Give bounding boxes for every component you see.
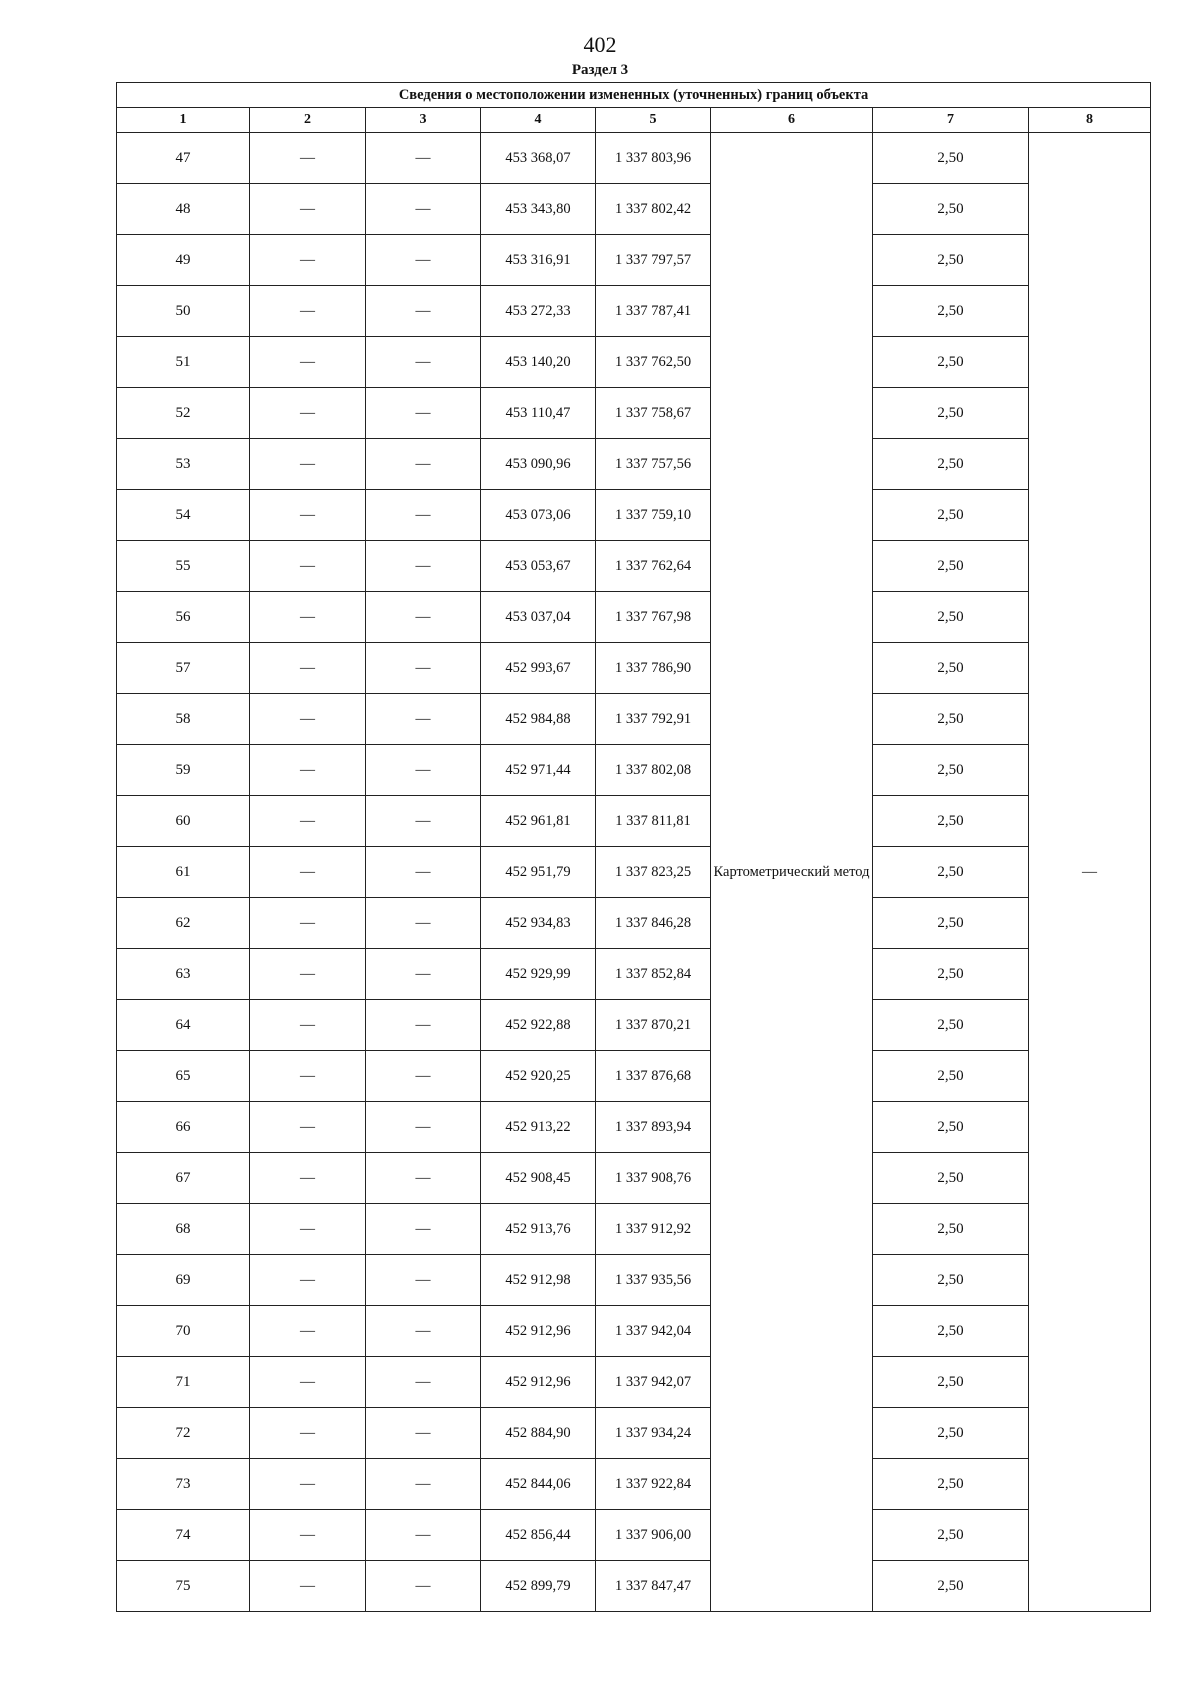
cell-col-3: — [366,1408,481,1459]
cell-coord-x: 452 984,88 [481,694,596,745]
cell-coord-x: 453 053,67 [481,541,596,592]
table-row [117,1000,1151,1051]
cell-accuracy: 2,50 [873,898,1029,949]
cell-coord-x: 452 912,96 [481,1306,596,1357]
cell-coord-x: 452 913,22 [481,1102,596,1153]
cell-accuracy: 2,50 [873,1510,1029,1561]
cell-accuracy: 2,50 [873,1204,1029,1255]
cell-coord-y: 1 337 757,56 [596,439,711,490]
table-row [117,1408,1151,1459]
cell-col-2: — [250,1204,366,1255]
cell-coord-y: 1 337 811,81 [596,796,711,847]
cell-col-3: — [366,1459,481,1510]
cell-accuracy: 2,50 [873,1000,1029,1051]
table-row [117,133,1151,184]
cell-accuracy: 2,50 [873,1102,1029,1153]
cell-coord-x: 452 993,67 [481,643,596,694]
cell-point-number: 64 [117,1000,250,1051]
table-row [117,337,1151,388]
cell-point-number: 54 [117,490,250,541]
cell-coord-x: 452 920,25 [481,1051,596,1102]
cell-point-number: 59 [117,745,250,796]
cell-coord-x: 453 110,47 [481,388,596,439]
cell-col-3: — [366,286,481,337]
cell-point-number: 51 [117,337,250,388]
cell-point-number: 52 [117,388,250,439]
cell-col-2: — [250,133,366,184]
cell-col-2: — [250,1306,366,1357]
table-row [117,1306,1151,1357]
cell-accuracy: 2,50 [873,133,1029,184]
table-row [117,388,1151,439]
cell-coord-y: 1 337 912,92 [596,1204,711,1255]
table-row [117,1255,1151,1306]
cell-col-3: — [366,337,481,388]
cell-coord-y: 1 337 767,98 [596,592,711,643]
cell-point-number: 72 [117,1408,250,1459]
cell-col-3: — [366,949,481,1000]
cell-col-2: — [250,1459,366,1510]
cell-col-3: — [366,1561,481,1612]
cell-coord-y: 1 337 759,10 [596,490,711,541]
cell-col-2: — [250,1561,366,1612]
cell-point-number: 55 [117,541,250,592]
table-row [117,1357,1151,1408]
cell-accuracy: 2,50 [873,796,1029,847]
cell-col-3: — [366,1357,481,1408]
cell-col-2: — [250,1051,366,1102]
cell-coord-y: 1 337 762,64 [596,541,711,592]
cell-col-2: — [250,1000,366,1051]
cell-col-2: — [250,1510,366,1561]
cell-col-3: — [366,592,481,643]
table-row [117,1459,1151,1510]
cell-coord-y: 1 337 934,24 [596,1408,711,1459]
cell-col-2: — [250,949,366,1000]
cell-coord-y: 1 337 942,07 [596,1357,711,1408]
cell-coord-y: 1 337 797,57 [596,235,711,286]
column-header-5: 5 [596,108,711,133]
cell-point-number: 73 [117,1459,250,1510]
cell-coord-x: 452 913,76 [481,1204,596,1255]
cell-coord-x: 452 912,98 [481,1255,596,1306]
cell-col-3: — [366,541,481,592]
cell-col-3: — [366,847,481,898]
cell-accuracy: 2,50 [873,592,1029,643]
cell-point-number: 63 [117,949,250,1000]
cell-coord-x: 452 844,06 [481,1459,596,1510]
cell-col-2: — [250,541,366,592]
column-header-8: 8 [1029,108,1151,133]
cell-point-number: 65 [117,1051,250,1102]
table-row [117,847,1151,898]
cell-coord-y: 1 337 847,47 [596,1561,711,1612]
cell-coord-y: 1 337 942,04 [596,1306,711,1357]
table-row [117,1204,1151,1255]
cell-accuracy: 2,50 [873,541,1029,592]
cell-coord-y: 1 337 846,28 [596,898,711,949]
cell-col-3: — [366,439,481,490]
cell-point-number: 70 [117,1306,250,1357]
cell-accuracy: 2,50 [873,1306,1029,1357]
column-header-1: 1 [117,108,250,133]
cell-col-3: — [366,1255,481,1306]
cell-point-number: 67 [117,1153,250,1204]
table-row [117,1153,1151,1204]
cell-coord-y: 1 337 803,96 [596,133,711,184]
cell-coord-y: 1 337 935,56 [596,1255,711,1306]
cell-accuracy: 2,50 [873,1561,1029,1612]
cell-point-number: 62 [117,898,250,949]
cell-col-2: — [250,490,366,541]
cell-coord-y: 1 337 802,42 [596,184,711,235]
cell-col-3: — [366,184,481,235]
cell-col-3: — [366,1102,481,1153]
page-number: 402 [583,32,617,57]
cell-coord-x: 453 343,80 [481,184,596,235]
cell-col-3: — [366,745,481,796]
table-row [117,184,1151,235]
cell-col-2: — [250,1357,366,1408]
cell-accuracy: 2,50 [873,337,1029,388]
cell-accuracy: 2,50 [873,1051,1029,1102]
boundary-coordinates-table [116,82,1151,1612]
table-row [117,592,1151,643]
cell-coord-y: 1 337 758,67 [596,388,711,439]
cell-col-2: — [250,235,366,286]
cell-col-3: — [366,796,481,847]
cell-point-number: 71 [117,1357,250,1408]
cell-coord-y: 1 337 786,90 [596,643,711,694]
cell-col-3: — [366,1153,481,1204]
column-header-4: 4 [481,108,596,133]
cell-coord-x: 453 140,20 [481,337,596,388]
cell-point-number: 66 [117,1102,250,1153]
cell-point-number: 47 [117,133,250,184]
cell-coord-x: 452 922,88 [481,1000,596,1051]
table-row [117,898,1151,949]
cell-accuracy: 2,50 [873,235,1029,286]
cell-col-3: — [366,643,481,694]
table-row [117,949,1151,1000]
cell-accuracy: 2,50 [873,286,1029,337]
cell-col-2: — [250,796,366,847]
table-row [117,490,1151,541]
cell-coord-x: 452 951,79 [481,847,596,898]
cell-coord-y: 1 337 787,41 [596,286,711,337]
cell-accuracy: 2,50 [873,1255,1029,1306]
cell-accuracy: 2,50 [873,439,1029,490]
table-row [117,541,1151,592]
column-header-6: 6 [711,108,873,133]
table-row [117,1561,1151,1612]
table-row [117,694,1151,745]
cell-col-2: — [250,1255,366,1306]
cell-point-number: 68 [117,1204,250,1255]
cell-coord-y: 1 337 893,94 [596,1102,711,1153]
cell-coord-y: 1 337 906,00 [596,1510,711,1561]
section-title: Раздел 3 [571,62,629,78]
table-row [117,439,1151,490]
cell-col-2: — [250,337,366,388]
cell-col-3: — [366,1204,481,1255]
cell-col-3: — [366,694,481,745]
table-row [117,796,1151,847]
cell-col-3: — [366,133,481,184]
cell-coord-x: 452 856,44 [481,1510,596,1561]
cell-col-2: — [250,898,366,949]
cell-coord-y: 1 337 792,91 [596,694,711,745]
table-body [117,133,1151,1612]
cell-coord-x: 452 912,96 [481,1357,596,1408]
cell-point-number: 58 [117,694,250,745]
column-header-7: 7 [873,108,1029,133]
cell-coord-x: 452 934,83 [481,898,596,949]
cell-point-number: 53 [117,439,250,490]
table-row [117,286,1151,337]
cell-col-2: — [250,694,366,745]
cell-accuracy: 2,50 [873,184,1029,235]
cell-col-8: — [1029,133,1151,1612]
cell-col-2: — [250,286,366,337]
cell-coord-y: 1 337 870,21 [596,1000,711,1051]
table-row [117,745,1151,796]
cell-coord-x: 453 037,04 [481,592,596,643]
cell-coord-y: 1 337 823,25 [596,847,711,898]
cell-point-number: 69 [117,1255,250,1306]
table-row [117,235,1151,286]
table-row [117,643,1151,694]
cell-col-3: — [366,898,481,949]
cell-accuracy: 2,50 [873,694,1029,745]
cell-coord-y: 1 337 922,84 [596,1459,711,1510]
table-caption: Сведения о местоположении измененных (уточненных) границ объекта [117,83,1151,108]
cell-col-2: — [250,643,366,694]
cell-accuracy: 2,50 [873,643,1029,694]
cell-coord-x: 453 316,91 [481,235,596,286]
cell-col-2: — [250,1102,366,1153]
cell-accuracy: 2,50 [873,1459,1029,1510]
cell-accuracy: 2,50 [873,745,1029,796]
cell-point-number: 57 [117,643,250,694]
table-row [117,1102,1151,1153]
cell-coord-y: 1 337 802,08 [596,745,711,796]
cell-coord-y: 1 337 852,84 [596,949,711,1000]
cell-coord-x: 452 908,45 [481,1153,596,1204]
cell-coord-x: 453 368,07 [481,133,596,184]
cell-coord-y: 1 337 908,76 [596,1153,711,1204]
cell-col-3: — [366,490,481,541]
cell-col-3: — [366,235,481,286]
cell-col-2: — [250,1408,366,1459]
cell-coord-y: 1 337 762,50 [596,337,711,388]
cell-col-2: — [250,439,366,490]
cell-accuracy: 2,50 [873,1408,1029,1459]
cell-col-3: — [366,1306,481,1357]
cell-accuracy: 2,50 [873,490,1029,541]
cell-point-number: 74 [117,1510,250,1561]
cell-coord-x: 452 929,99 [481,949,596,1000]
cell-col-3: — [366,388,481,439]
cell-accuracy: 2,50 [873,1153,1029,1204]
cell-point-number: 49 [117,235,250,286]
cell-col-2: — [250,388,366,439]
cell-coord-x: 452 884,90 [481,1408,596,1459]
cell-col-3: — [366,1051,481,1102]
cell-point-number: 48 [117,184,250,235]
cell-point-number: 60 [117,796,250,847]
cell-coord-x: 452 971,44 [481,745,596,796]
column-header-2: 2 [250,108,366,133]
cell-col-3: — [366,1510,481,1561]
cell-point-number: 75 [117,1561,250,1612]
cell-col-2: — [250,184,366,235]
cell-col-2: — [250,592,366,643]
column-header-3: 3 [366,108,481,133]
cell-col-2: — [250,1153,366,1204]
cell-method: Картометрический метод [711,133,873,1612]
cell-accuracy: 2,50 [873,388,1029,439]
cell-point-number: 56 [117,592,250,643]
cell-coord-x: 453 073,06 [481,490,596,541]
cell-col-2: — [250,745,366,796]
cell-accuracy: 2,50 [873,949,1029,1000]
cell-point-number: 50 [117,286,250,337]
cell-coord-x: 453 272,33 [481,286,596,337]
cell-coord-x: 452 961,81 [481,796,596,847]
cell-point-number: 61 [117,847,250,898]
cell-accuracy: 2,50 [873,1357,1029,1408]
cell-coord-x: 452 899,79 [481,1561,596,1612]
cell-col-3: — [366,1000,481,1051]
cell-coord-x: 453 090,96 [481,439,596,490]
cell-accuracy: 2,50 [873,847,1029,898]
cell-col-2: — [250,847,366,898]
table-row [117,1510,1151,1561]
table-row [117,1051,1151,1102]
cell-coord-y: 1 337 876,68 [596,1051,711,1102]
